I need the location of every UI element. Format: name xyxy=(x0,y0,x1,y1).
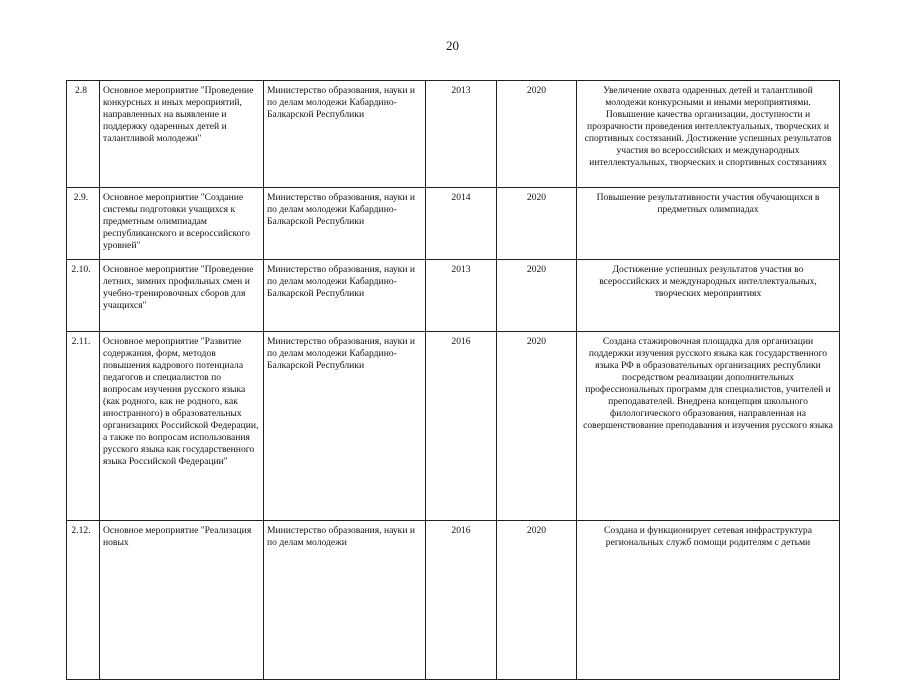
executor: Министерство образования, науки и по делам молодежи Кабардино-Балкарской Республики xyxy=(264,81,426,188)
end-year: 2020 xyxy=(497,188,577,260)
expected-result: Создана и функционирует сетевая инфраструктура региональных служб помощи родителям с детьми xyxy=(577,521,840,680)
measure-name: Основное мероприятие "Проведение летних, зимних профильных смен и учебно-тренировочных сборов для учащихся" xyxy=(100,260,264,332)
page-number: 20 xyxy=(446,38,459,53)
measure-name: Основное мероприятие "Проведение конкурсных и иных мероприятий, направленных на выявление и поддержку одаренных детей и талантливой молодежи" xyxy=(100,81,264,188)
expected-result: Увеличение охвата одаренных детей и талантливой молодежи конкурсными и иными мероприятиями. Повышение качества организации, доступности и прозрачности проведения интеллектуальных, творческих и спортивных состязаний. Достижение успешных результатов участия во всероссийских и международных интеллектуальных, творческих и спортивных состязаниях xyxy=(577,81,840,188)
measure-name: Основное мероприятие "Развитие содержания, форм, методов повышения кадрового потенциала педагогов и специалистов по вопросам изучения русского языка (как родного, как не родного, как иностранного) в образовательных организациях Российской Федерации, а также по вопросам использования русского языка как государственного языка Российской Федерации" xyxy=(100,332,264,521)
executor: Министерство образования, науки и по делам молодежи Кабардино-Балкарской Республики xyxy=(264,188,426,260)
start-year: 2013 xyxy=(426,260,497,332)
end-year: 2020 xyxy=(497,332,577,521)
executor: Министерство образования, науки и по делам молодежи xyxy=(264,521,426,680)
row-number: 2.11. xyxy=(67,332,100,521)
row-number: 2.8 xyxy=(67,81,100,188)
table-row xyxy=(67,332,840,521)
expected-result: Создана стажировочная площадка для организации поддержки изучения русского языка как государственного языка РФ в образовательных организациях республики посредством реализации дополнительных профессиональных программ для специалистов, учителей и преподавателей. Внедрена концепция школьного филологического образования, направленная на совершенствование преподавания и изучения русского языка xyxy=(577,332,840,521)
measure-name: Основное мероприятие "Реализация новых xyxy=(100,521,264,680)
start-year: 2014 xyxy=(426,188,497,260)
table-row xyxy=(67,81,840,188)
executor: Министерство образования, науки и по делам молодежи Кабардино-Балкарской Республики xyxy=(264,260,426,332)
measures-table xyxy=(66,80,840,680)
end-year: 2020 xyxy=(497,521,577,680)
row-number: 2.12. xyxy=(67,521,100,680)
expected-result: Достижение успешных результатов участия во всероссийских и международных интеллектуальных, творческих мероприятиях xyxy=(577,260,840,332)
executor: Министерство образования, науки и по делам молодежи Кабардино-Балкарской Республики xyxy=(264,332,426,521)
expected-result: Повышение результативности участия обучающихся в предметных олимпиадах xyxy=(577,188,840,260)
measure-name: Основное мероприятие "Создание системы подготовки учащихся к предметным олимпиадам республиканского и всероссийского уровней" xyxy=(100,188,264,260)
end-year: 2020 xyxy=(497,260,577,332)
start-year: 2016 xyxy=(426,521,497,680)
row-number: 2.10. xyxy=(67,260,100,332)
table-row xyxy=(67,260,840,332)
table-row xyxy=(67,188,840,260)
start-year: 2013 xyxy=(426,81,497,188)
row-number: 2.9. xyxy=(67,188,100,260)
start-year: 2016 xyxy=(426,332,497,521)
table-row xyxy=(67,521,840,680)
end-year: 2020 xyxy=(497,81,577,188)
